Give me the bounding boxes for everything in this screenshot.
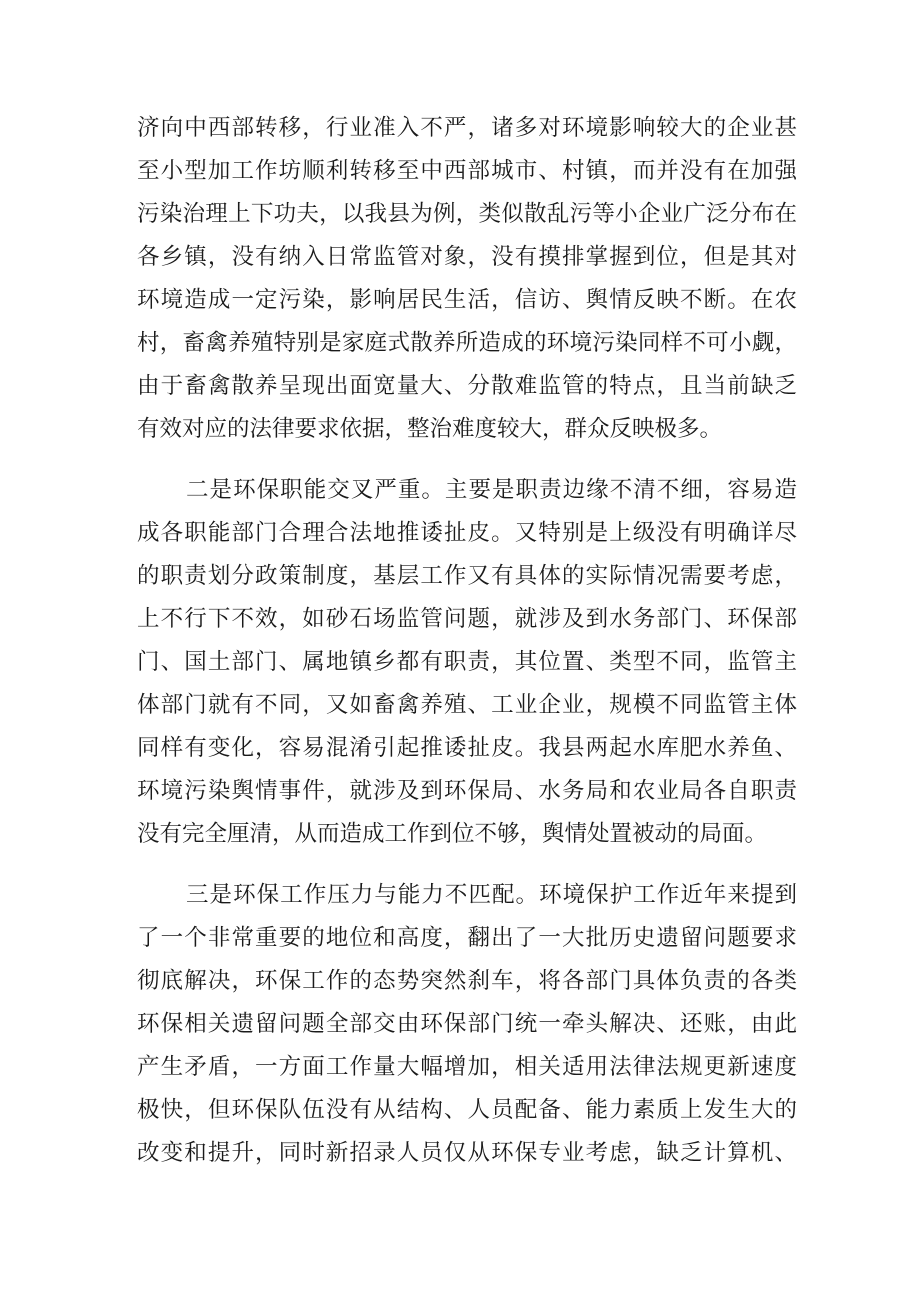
text-line: 济向中西部转移，行业准入不严，诸多对环境影响较大的企业甚 xyxy=(137,115,797,141)
text-line: 同样有变化，容易混淆引起推诿扯皮。我县两起水库肥水养鱼、 xyxy=(137,735,797,761)
text-line: 没有完全厘清，从而造成工作到位不够，舆情处置被动的局面。 xyxy=(137,821,768,847)
text-line: 极快，但环保队伍没有从结构、人员配备、能力素质上发生大的 xyxy=(137,1097,797,1123)
text-line: 彻底解决，环保工作的态势突然刹车，将各部门具体负责的各类 xyxy=(137,968,797,994)
text-line: 各乡镇，没有纳入日常监管对象，没有摸排掌握到位，但是其对 xyxy=(137,244,797,270)
text-line: 改变和提升，同时新招录人员仅从环保专业考虑，缺乏计算机、 xyxy=(137,1140,797,1166)
text-line: 的职责划分政策制度，基层工作又有具体的实际情况需要考虑， xyxy=(137,563,797,589)
text-line: 由于畜禽散养呈现出面宽量大、分散难监管的特点，且当前缺乏 xyxy=(137,373,797,399)
text-line: 三是环保工作压力与能力不匹配。环境保护工作近年来提到 xyxy=(186,882,797,908)
text-line: 体部门就有不同，又如畜禽养殖、工业企业，规模不同监管主体 xyxy=(137,692,797,718)
text-line: 污染治理上下功夫，以我县为例，类似散乱污等小企业广泛分布在 xyxy=(137,201,797,227)
text-line: 环境造成一定污染，影响居民生活，信访、舆情反映不断。在农 xyxy=(137,287,797,313)
text-line: 环保相关遗留问题全部交由环保部门统一牵头解决、还账，由此 xyxy=(137,1011,797,1037)
text-line: 有效对应的法律要求依据，整治难度较大，群众反映极多。 xyxy=(137,416,723,442)
text-line: 村，畜禽养殖特别是家庭式散养所造成的环境污染同样不可小觑， xyxy=(137,330,797,356)
text-line: 了一个非常重要的地位和高度，翻出了一大批历史遗留问题要求 xyxy=(137,925,797,951)
text-line: 成各职能部门合理合法地推诿扯皮。又特别是上级没有明确详尽 xyxy=(137,520,797,546)
text-line: 至小型加工作坊顺利转移至中西部城市、村镇，而并没有在加强 xyxy=(137,158,797,184)
text-line: 门、国土部门、属地镇乡都有职责，其位置、类型不同，监管主 xyxy=(137,649,797,675)
text-line: 上不行下不效，如砂石场监管问题，就涉及到水务部门、环保部 xyxy=(137,606,797,632)
text-line: 产生矛盾，一方面工作量大幅增加，相关适用法律法规更新速度 xyxy=(137,1054,797,1080)
text-line: 二是环保职能交叉严重。主要是职责边缘不清不细，容易造 xyxy=(186,477,797,503)
text-line: 环境污染舆情事件，就涉及到环保局、水务局和农业局各自职责 xyxy=(137,778,797,804)
